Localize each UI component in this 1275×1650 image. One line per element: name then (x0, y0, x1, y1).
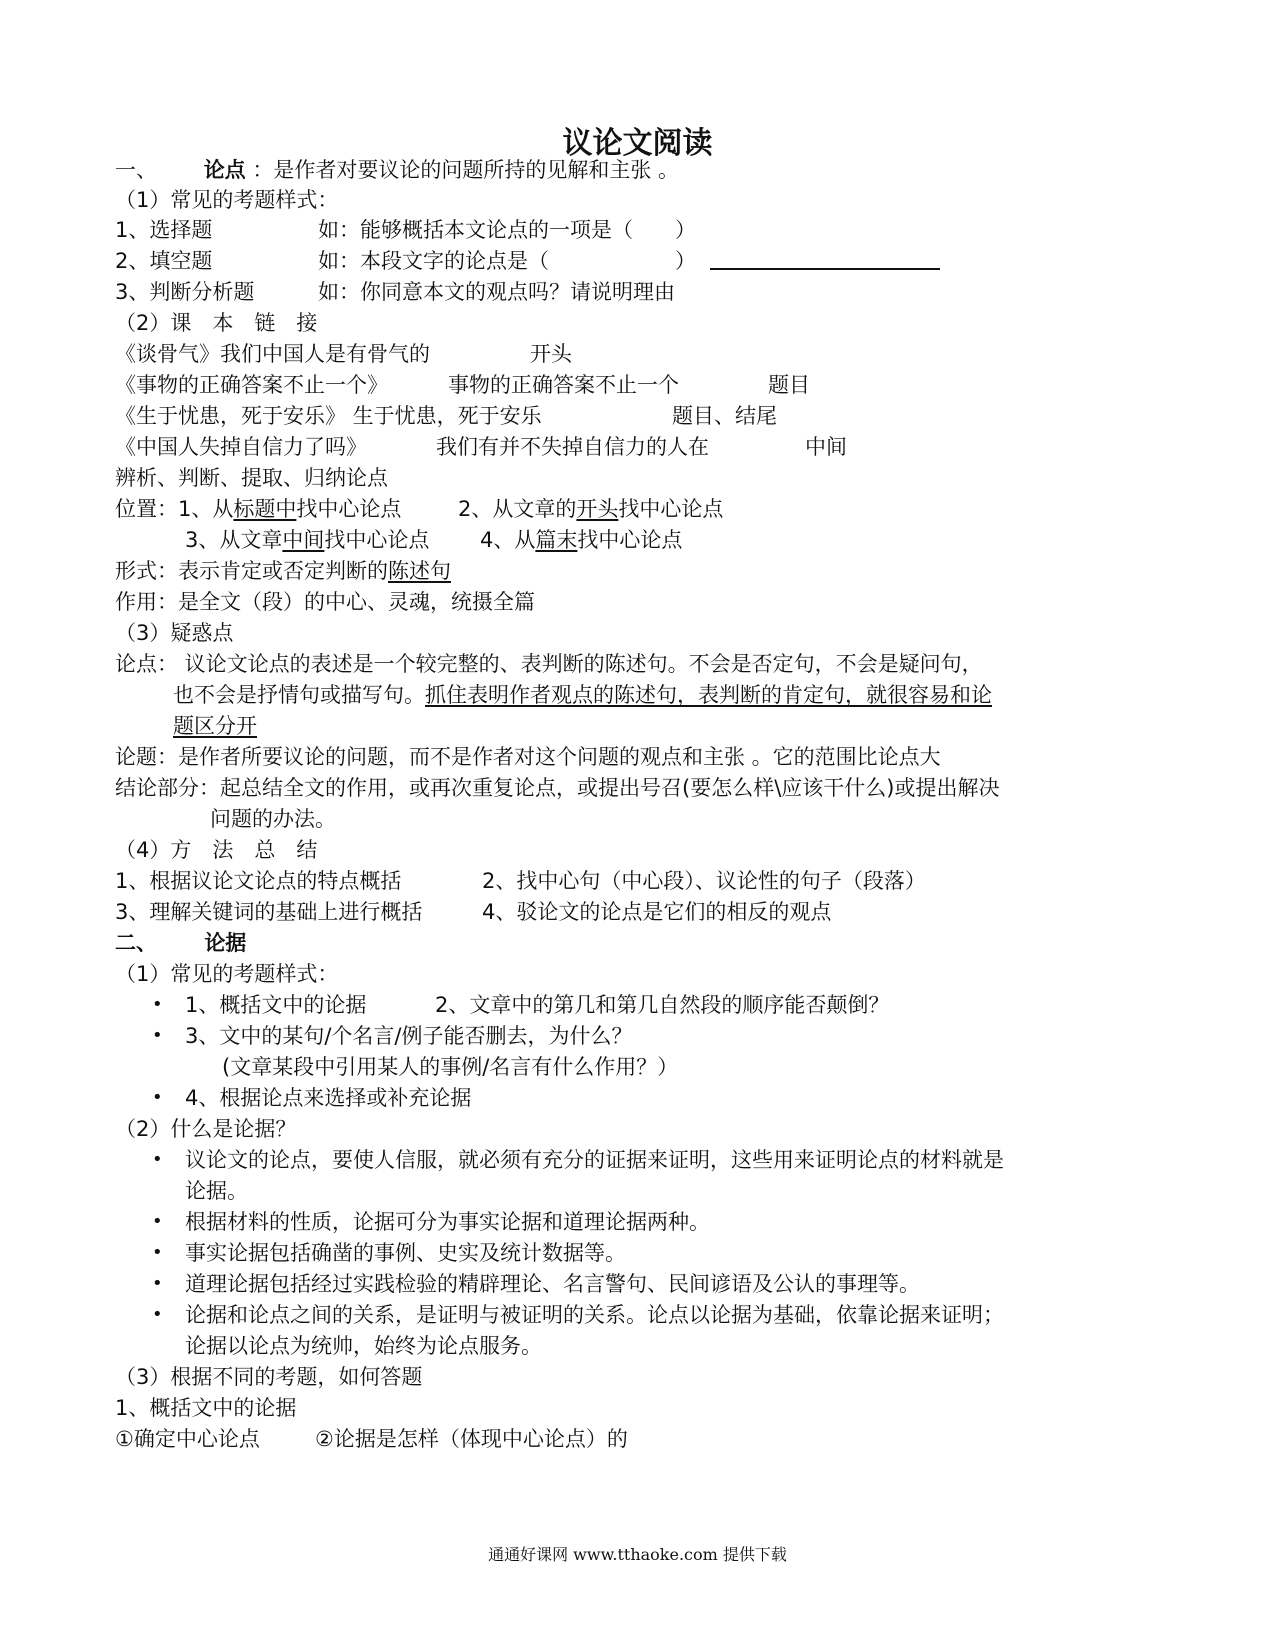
form-keyword: 陈述句 (388, 559, 451, 583)
position-line-2 (458, 495, 723, 523)
position-text: 4、从 (480, 528, 536, 552)
how-to-answer-step: ②论据是怎样（体现中心论点）的 (315, 1427, 628, 1451)
question-type-example: 如：你同意本文的观点吗？请说明理由 (318, 280, 675, 304)
position-line-4 (480, 526, 682, 554)
evidence-point: 论据和论点之间的关系，是证明与被证明的关系。论点以论据为基础，依靠论据来证明； (185, 1303, 1004, 1327)
link-position: 开头 (530, 342, 572, 366)
doubt-heading: （3）疑惑点 (115, 621, 234, 645)
position-keyword: 标题中 (233, 497, 297, 521)
question-item: 3、文中的某句/个名言/例子能否删去，为什么？ (185, 1024, 633, 1048)
position-text: 找中心论点 (577, 528, 683, 552)
question-types-heading: （1）常见的考题样式： (115, 962, 339, 986)
doubt-line-2 (173, 681, 992, 709)
position-text: 找中心论点 (296, 497, 402, 521)
form-text: 形式：表示肯定或否定判断的 (115, 559, 388, 583)
what-is-evidence-heading: （2）什么是论据？ (115, 1117, 297, 1141)
section-term: 论据 (204, 931, 247, 955)
bullet-icon: • (152, 1304, 163, 1325)
question-item: 2、文章中的第几和第几自然段的顺序能否颠倒？ (435, 993, 890, 1017)
position-line-3 (185, 526, 429, 554)
conclusion-line-2: 问题的办法。 (210, 807, 336, 831)
position-label: 位置： (115, 497, 178, 521)
question-item-sub: (文章某段中引用某人的事例/名言有什么作用？） (222, 1055, 679, 1079)
bullet-icon: • (152, 1211, 163, 1232)
form-line (115, 557, 451, 585)
evidence-point: 事实论据包括确凿的事例、史实及统计数据等。 (185, 1241, 626, 1265)
how-to-answer-item: 1、概括文中的论据 (115, 1396, 297, 1420)
analyze-line: 辨析、判断、提取、归纳论点 (115, 466, 388, 490)
evidence-point: 议论文的论点，要使人信服，就必须有充分的证据来证明，这些用来证明论点的材料就是 (185, 1148, 1004, 1172)
position-line-1 (115, 495, 401, 523)
textbook-links-heading: （2）课 本 链 接 (115, 311, 318, 335)
position-keyword: 中间 (282, 528, 325, 552)
method-item: 3、理解关键词的基础上进行概括 (115, 900, 423, 924)
position-keyword: 开头 (576, 497, 619, 521)
conclusion-line-1: 结论部分：起总结全文的作用，或再次重复论点，或提出号召(要怎么样\应该干什么)或提出解决 (115, 776, 1000, 800)
bullet-icon: • (152, 1273, 163, 1294)
section-definition: ：是作者对要议论的问题所持的见解和主张 。 (252, 158, 680, 182)
question-type-example-text: 如：本段文字的论点是（ ） (318, 249, 696, 273)
page-footer: 通通好课网 www.tthaoke.com 提供下载 (488, 1545, 787, 1564)
position-text: 找中心论点 (324, 528, 430, 552)
page-title: 议论文阅读 (562, 126, 713, 161)
link-thesis: 事物的正确答案不止一个 (448, 373, 679, 397)
section-2-heading (115, 929, 246, 957)
answer-blank-line (710, 248, 940, 270)
position-text: 2、从文章的 (458, 497, 577, 521)
doubt-line-1: 论点： 议论文论点的表述是一个较完整的、表判断的陈述句。不会是否定句，不会是疑问句， (115, 652, 983, 676)
bullet-icon: • (152, 1025, 163, 1046)
link-position: 中间 (805, 435, 847, 459)
how-to-answer-heading: （3）根据不同的考题，如何答题 (115, 1365, 423, 1389)
bullet-icon: • (152, 1149, 163, 1170)
section-1-heading (115, 156, 679, 184)
method-item: 4、驳论文的论点是它们的相反的观点 (482, 900, 832, 924)
position-keyword: 篇末 (535, 528, 578, 552)
section-term: 论点 (203, 158, 246, 182)
link-text: 《生于忧患，死于安乐》 生于忧患，死于安乐 (115, 404, 542, 428)
doubt-underlined-text: 题区分开 (173, 714, 257, 738)
question-type-label: 1、选择题 (115, 218, 213, 242)
section-number: 一、 (115, 158, 157, 182)
question-type-example (318, 247, 940, 275)
evidence-point-cont: 论据。 (185, 1179, 248, 1203)
evidence-point: 道理论据包括经过实践检验的精辟理论、名言警句、民间谚语及公认的事理等。 (185, 1272, 920, 1296)
method-heading: （4）方 法 总 结 (115, 838, 318, 862)
position-text: 找中心论点 (618, 497, 724, 521)
link-text: 《事物的正确答案不止一个》 (115, 373, 388, 397)
link-thesis: 我们有并不失掉自信力的人在 (436, 435, 709, 459)
bullet-icon: • (152, 1087, 163, 1108)
evidence-point: 根据材料的性质，论据可分为事实论据和道理论据两种。 (185, 1210, 710, 1234)
evidence-point-cont: 论据以论点为统帅，始终为论点服务。 (185, 1334, 542, 1358)
effect-line: 作用：是全文（段）的中心、灵魂，统摄全篇 (115, 590, 535, 614)
section-number: 二、 (115, 931, 157, 955)
doubt-underlined-text: 抓住表明作者观点的陈述句，表判断的肯定句，就很容易和论 (425, 683, 992, 707)
method-item: 2、找中心句（中心段）、议论性的句子（段落） (482, 869, 926, 893)
question-type-label: 2、填空题 (115, 249, 213, 273)
how-to-answer-step: ①确定中心论点 (115, 1427, 260, 1451)
doubt-text: 也不会是抒情句或描写句。 (173, 683, 425, 707)
question-type-label: 3、判断分析题 (115, 280, 255, 304)
doubt-line-3 (173, 712, 257, 740)
link-text: 《谈骨气》我们中国人是有骨气的 (115, 342, 430, 366)
method-item: 1、根据议论文论点的特点概括 (115, 869, 402, 893)
question-item: 1、概括文中的论据 (185, 993, 367, 1017)
link-position: 题目 (768, 373, 810, 397)
question-type-example: 如：能够概括本文论点的一项是（ ） (318, 218, 696, 242)
bullet-icon: • (152, 1242, 163, 1263)
question-item: 4、根据论点来选择或补充论据 (185, 1086, 472, 1110)
link-position: 题目、结尾 (672, 404, 777, 428)
topic-line: 论题：是作者所要议论的问题，而不是作者对这个问题的观点和主张 。它的范围比论点大 (115, 745, 941, 769)
position-text: 3、从文章 (185, 528, 283, 552)
question-types-heading: （1）常见的考题样式： (115, 188, 339, 212)
bullet-icon: • (152, 994, 163, 1015)
position-text: 1、从 (178, 497, 234, 521)
link-text: 《中国人失掉自信力了吗》 (115, 435, 367, 459)
